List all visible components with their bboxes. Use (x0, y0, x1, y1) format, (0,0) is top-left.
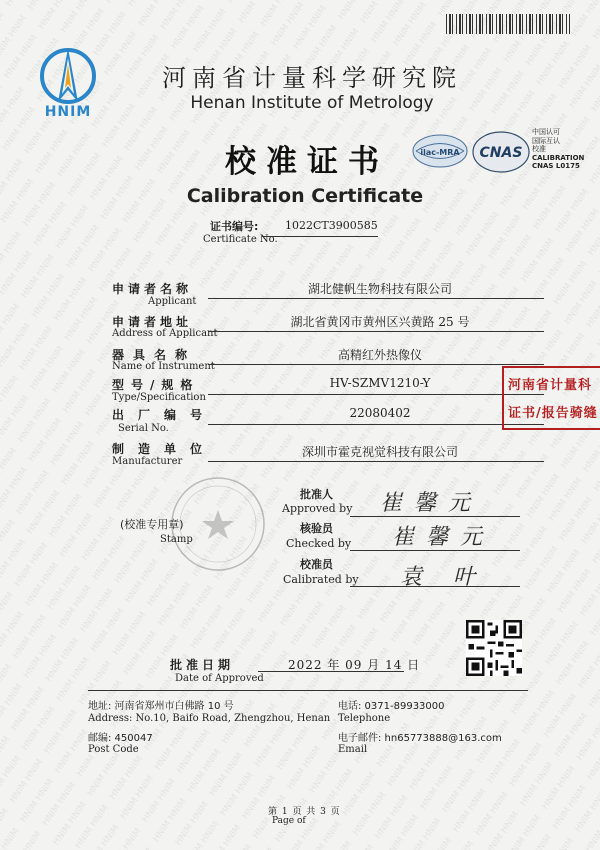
cnas-logo-text: CNAS (479, 145, 523, 161)
postcode-cn: 邮编: 450047 (88, 733, 153, 744)
page-number-cn: 第 1 页 共 3 页 (268, 807, 341, 817)
certificate-title-cn: 校准证书 (225, 144, 389, 180)
address-underline (208, 331, 544, 332)
cnas-line: CNAS L0175 (532, 162, 580, 170)
type-underline (208, 394, 544, 395)
calibrated-label-cn: 校准员 (300, 558, 333, 571)
approval-date-value: 2022 年 09 月 14 日 (288, 658, 421, 672)
serial-underline (208, 424, 544, 425)
page-number-en: Page of (272, 816, 306, 826)
cnas-accreditation-text (532, 128, 598, 171)
serial-label-cn: 出厂编号 (112, 408, 217, 422)
cnas-line: CALIBRATION (532, 153, 585, 162)
qr-code-icon (466, 620, 522, 676)
institute-name-cn: 河南省计量科学研究院 (162, 64, 462, 92)
cnas-logo-icon (472, 131, 530, 173)
instrument-label-en: Name of Instrument (112, 361, 215, 372)
address-label-cn: 申请者地址 (112, 315, 193, 329)
calibrated-label-en: Calibrated by (283, 573, 359, 586)
email-cn: 电子邮件: hn65773888@163.com (338, 733, 502, 744)
cnas-line: 国际互认 (532, 136, 560, 145)
barcode (446, 14, 570, 34)
approved-label-cn: 批准人 (300, 488, 333, 501)
address-label-en: Address of Applicant (112, 328, 218, 339)
applicant-label-cn: 申请者名称 (112, 282, 193, 296)
instrument-label-cn: 器具名称 (112, 348, 197, 362)
postcode-en: Post Code (88, 744, 139, 755)
approved-signature: 崔馨元 (380, 491, 483, 516)
ilac-text: ilac-MRA (420, 148, 460, 157)
manufacturer-label-en: Manufacturer (112, 456, 183, 467)
type-value: HV-SZMV1210-Y (329, 376, 431, 390)
address-en: Address: No.10, Baifo Road, Zhengzhou, Henan (88, 713, 331, 724)
logo-text: HNIM (44, 104, 92, 120)
approval-date-underline (258, 671, 404, 672)
red-seam-seal (500, 364, 600, 432)
manufacturer-value: 深圳市霍克视觉科技有限公司 (301, 445, 458, 459)
type-label-cn: 型号/规格 (112, 378, 200, 392)
applicant-underline (208, 298, 544, 299)
certificate-title-en: Calibration Certificate (186, 185, 424, 207)
phone-cn: 电话: 0371-89933000 (338, 701, 445, 712)
manufacturer-label-cn: 制造单位 (112, 442, 217, 456)
calibrated-underline (350, 586, 520, 587)
applicant-label-en: Applicant (148, 296, 197, 307)
type-label-en: Type/Specification (112, 392, 206, 403)
checked-label-cn: 核验员 (300, 522, 333, 535)
address-value: 湖北省黄冈市黄州区兴黄路 25 号 (290, 315, 470, 329)
certificate-no-label-cn: 证书编号: (210, 220, 259, 233)
manufacturer-underline (208, 461, 544, 462)
phone-en: Telephone (338, 713, 391, 724)
checked-underline (350, 550, 520, 551)
approved-underline (350, 516, 520, 517)
stamp-label-cn: (校准专用章) (120, 518, 184, 531)
instrument-underline (208, 364, 544, 365)
address-cn: 地址: 河南省郑州市白佛路 10 号 (88, 701, 234, 712)
certificate-no-label-en: Certificate No. (203, 234, 278, 245)
certificate-no-underline (262, 236, 378, 237)
checked-signature: 崔馨元 (392, 525, 495, 550)
serial-value: 22080402 (349, 406, 411, 420)
seal-line-2: 证书/报告骑缝 (508, 406, 598, 421)
ilac-mra-icon (412, 134, 468, 168)
approved-label-en: Approved by (282, 502, 353, 515)
calibrated-signature: 袁 叶 (400, 565, 487, 590)
email-en: Email (338, 744, 368, 755)
approval-date-label-cn: 批准日期 (170, 658, 235, 672)
stamp-label-en: Stamp (160, 534, 193, 545)
certificate-no-value: 1022CT3900585 (285, 219, 378, 232)
approval-date-label-en: Date of Approved (175, 673, 264, 684)
seal-line-1: 河南省计量科 (508, 378, 593, 393)
cnas-line: 校准 (532, 145, 546, 153)
cnas-line: 中国认可 (532, 128, 560, 136)
footer-divider (88, 690, 528, 691)
institute-name-en: Henan Institute of Metrology (190, 93, 434, 113)
checked-label-en: Checked by (286, 537, 352, 550)
instrument-value: 高精红外热像仪 (337, 348, 422, 362)
serial-label-en: Serial No. (118, 423, 169, 434)
applicant-value: 湖北健帆生物科技有限公司 (307, 282, 452, 296)
